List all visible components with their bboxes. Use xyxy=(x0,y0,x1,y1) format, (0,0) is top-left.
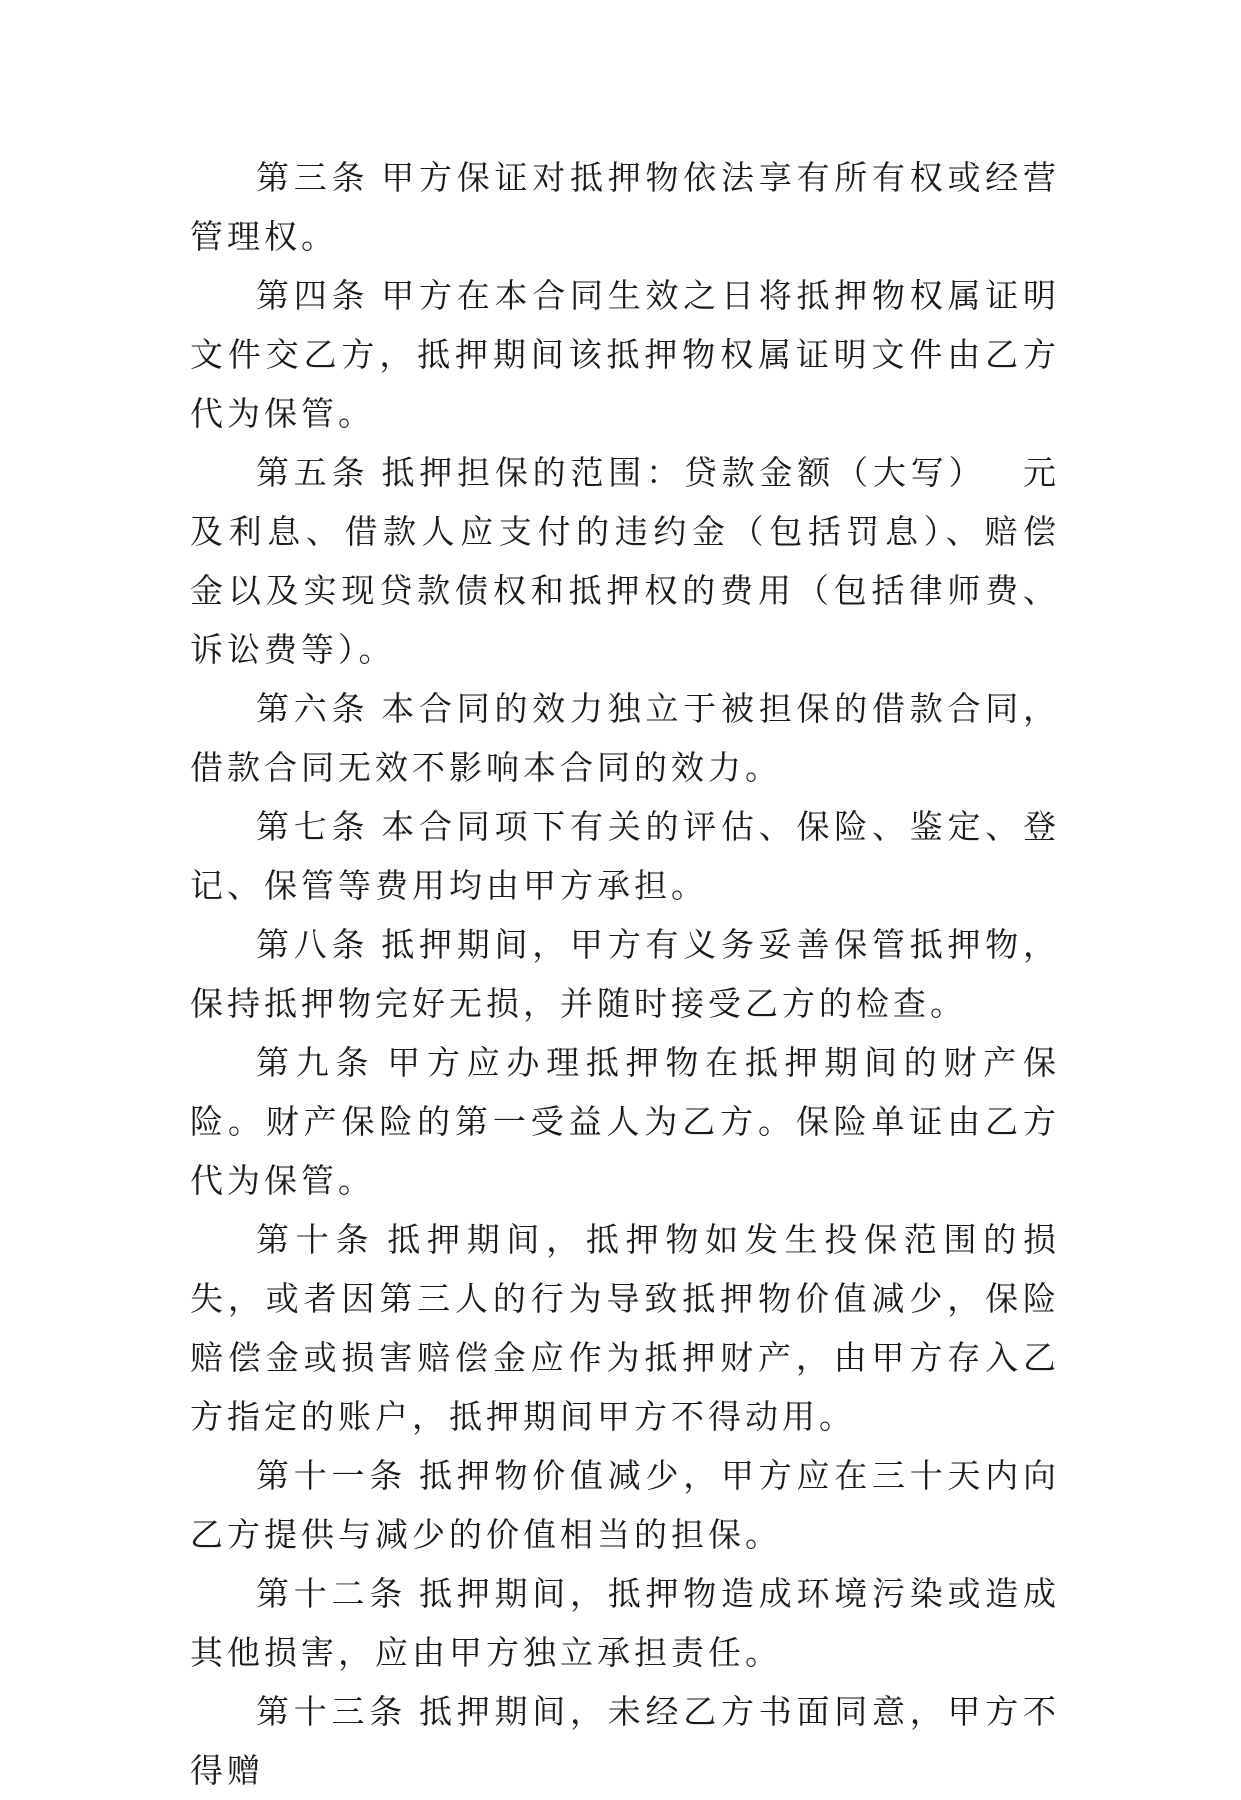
clause-text: 甲方在本合同生效之日将抵押物权属证明文件交乙方，抵押期间该抵押物权属证明文件由乙方代为保管。 xyxy=(190,276,1060,433)
clause-number: 第十一条 xyxy=(256,1456,407,1495)
clause-text: 抵押期间，抵押物如发生投保范围的损失，或者因第三人的行为导致抵押物价值减少，保险赔偿金或损害赔偿金应作为抵押财产，由甲方存入乙方指定的账户，抵押期间甲方不得动用。 xyxy=(190,1220,1061,1436)
clause-text: 抵押物价值减少，甲方应在三十天内向乙方提供与减少的价值相当的担保。 xyxy=(190,1456,1060,1554)
clause-text: 本合同项下有关的评估、保险、鉴定、登记、保管等费用均由甲方承担。 xyxy=(190,807,1060,905)
clause-12 xyxy=(190,1564,1060,1682)
clause-text: 甲方保证对抵押物依法享有所有权或经营管理权。 xyxy=(190,158,1060,256)
clause-8 xyxy=(190,915,1060,1033)
clause-text: 抵押期间，未经乙方书面同意，甲方不得赠 xyxy=(190,1692,1060,1790)
clause-4 xyxy=(190,266,1060,443)
clause-number: 第九条 xyxy=(256,1043,376,1082)
contract-page xyxy=(190,148,1060,1800)
clause-11 xyxy=(190,1446,1060,1564)
clause-number: 第五条 xyxy=(256,453,370,492)
clause-text: 本合同的效力独立于被担保的借款合同，借款合同无效不影响本合同的效力。 xyxy=(190,689,1060,787)
clause-text: 抵押期间，甲方有义务妥善保管抵押物，保持抵押物完好无损，并随时接受乙方的检查。 xyxy=(190,925,1060,1023)
clause-9 xyxy=(190,1033,1060,1210)
clause-number: 第四条 xyxy=(256,276,370,315)
clause-number: 第十条 xyxy=(256,1220,376,1259)
clause-number: 第十三条 xyxy=(256,1692,407,1731)
clause-5 xyxy=(190,443,1060,679)
clause-text: 甲方应办理抵押物在抵押期间的财产保险。财产保险的第一受益人为乙方。保险单证由乙方代为保管。 xyxy=(190,1043,1061,1200)
clause-text: 抵押期间，抵押物造成环境污染或造成其他损害，应由甲方独立承担责任。 xyxy=(190,1574,1060,1672)
clause-number: 第三条 xyxy=(256,158,370,197)
clause-number: 第十二条 xyxy=(256,1574,407,1613)
clause-number: 第八条 xyxy=(256,925,370,964)
clause-13 xyxy=(190,1682,1060,1800)
clause-number: 第六条 xyxy=(256,689,370,728)
clause-text: 抵押担保的范围：贷款金额（大写） 元及利息、借款人应支付的违约金（包括罚息）、赔偿金以及实现贷款债权和抵押权的费用（包括律师费、诉讼费等）。 xyxy=(190,453,1060,669)
clause-7 xyxy=(190,797,1060,915)
clause-3 xyxy=(190,148,1060,266)
clause-number: 第七条 xyxy=(256,807,370,846)
clause-10 xyxy=(190,1210,1060,1446)
clause-6 xyxy=(190,679,1060,797)
